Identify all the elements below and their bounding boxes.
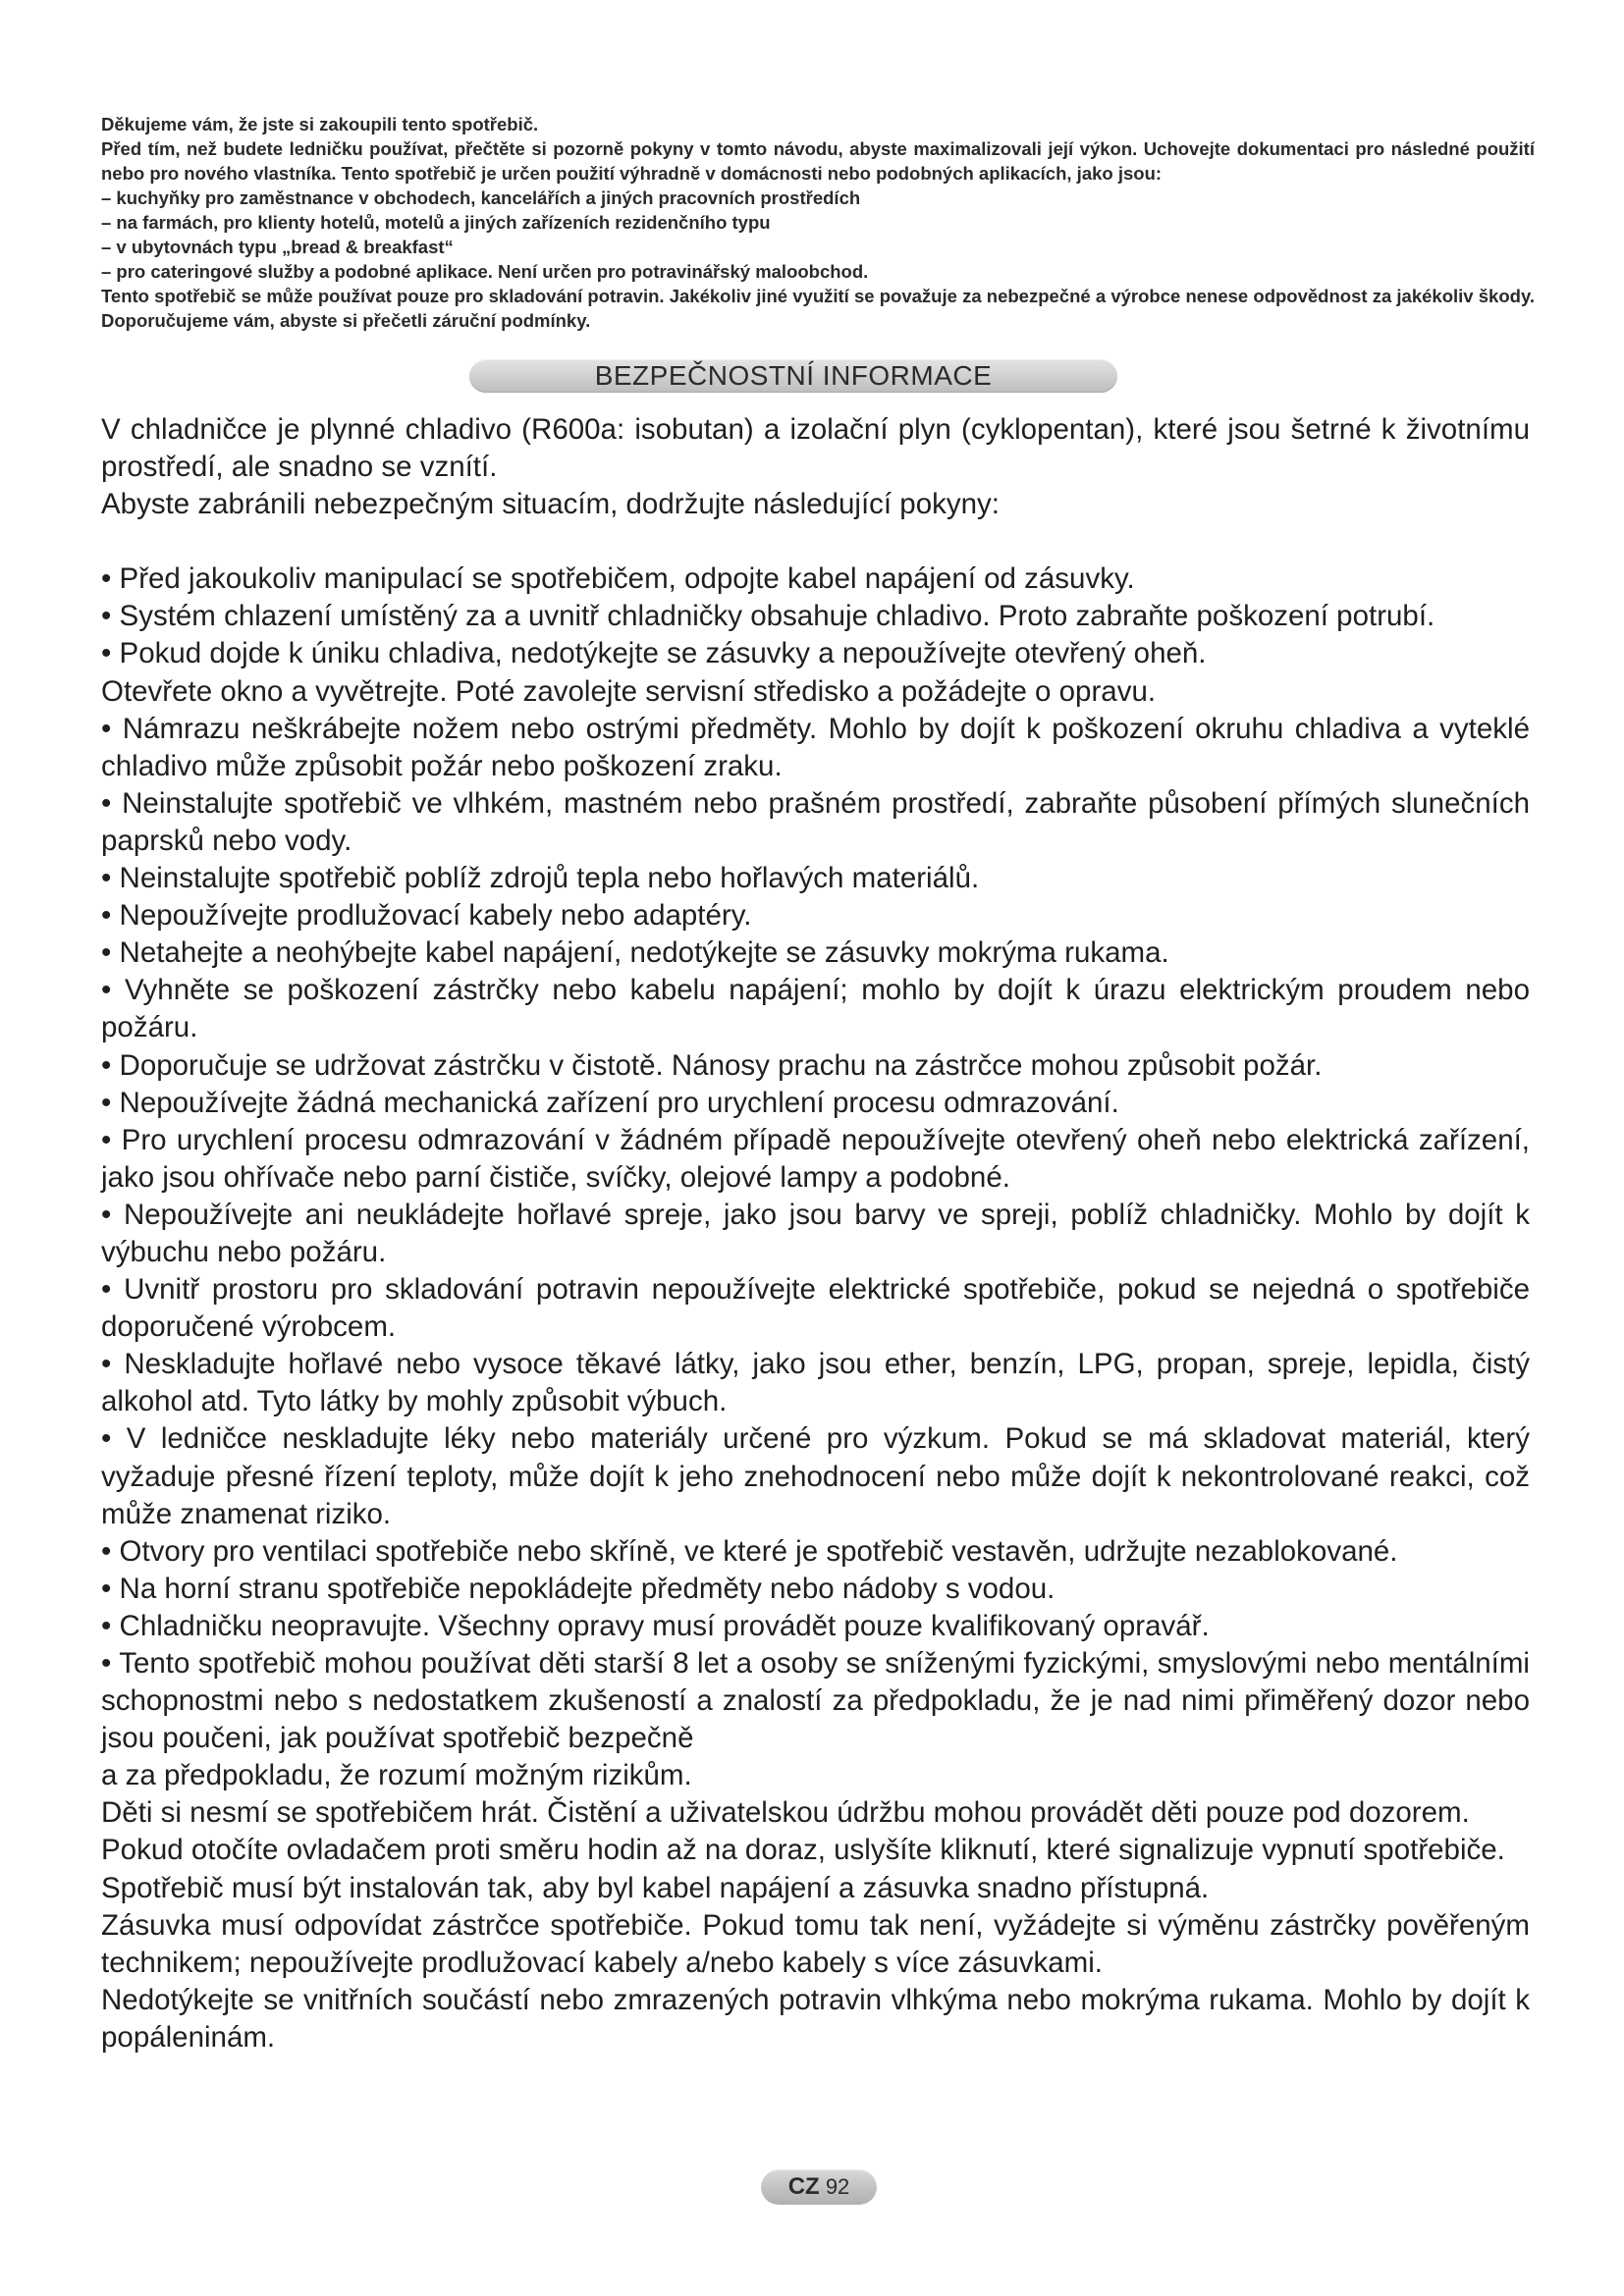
list-item: • Doporučuje se udržovat zástrčku v čistotě. Nánosy prachu na zástrčce mohou způsobit požár. xyxy=(101,1048,1323,1082)
list-item: • Otvory pro ventilaci spotřebiče nebo skříně, ve které je spotřebič vestavěn, udržujte nezablokované. xyxy=(101,1534,1398,1568)
list-item: Otevřete okno a vyvětrejte. Poté zavolejte servisní středisko a požádejte o opravu. xyxy=(101,674,1157,708)
section-header xyxy=(469,359,1117,393)
list-item: • Pro urychlení procesu odmrazování v žádném případě nepoužívejte otevřený oheň nebo elektrická zařízení, jako jsou ohřívače nebo parní čističe, svíčky, olejové lampy a podobné. xyxy=(101,1123,1530,1194)
list-item: a za předpokladu, že rozumí možným rizikům. xyxy=(101,1759,692,1792)
list-item: • Pokud dojde k úniku chladiva, nedotýkejte se zásuvky a nepoužívejte otevřený oheň. xyxy=(101,637,1207,670)
intro-thanks: Děkujeme vám, že jste si zakoupili tento spotřebič. xyxy=(101,114,539,134)
list-item: Spotřebič musí být instalován tak, aby byl kabel napájení a zásuvka snadno přístupná. xyxy=(101,1871,1210,1904)
list-item: • Neinstalujte spotřebič poblíž zdrojů tepla nebo hořlavých materiálů. xyxy=(101,862,980,895)
intro-instructions: Před tím, než budete ledničku používat, přečtěte si pozorně pokyny v tomto návodu, abyste maximalizovali její výkon. Uchovejte dokumentaci pro následné použití nebo pro nového vlastníka. Tento spotřebič je určen použití výhradně v domácnosti nebo podobných aplikacích, jako jsou: xyxy=(101,138,1535,184)
intro-text xyxy=(101,112,1535,333)
page-number: 92 xyxy=(825,2174,850,2199)
refrigerant-intro: V chladničce je plynné chladivo (R600a: isobutan) a izolační plyn (cyklopentan), které jsou šetrné k životnímu prostředí, ale snadno se vznítí. xyxy=(101,413,1530,484)
list-item: • Nepoužívejte prodlužovací kabely nebo adaptéry. xyxy=(101,899,752,933)
list-item: • Před jakoukoliv manipulací se spotřebičem, odpojte kabel napájení od zásuvky. xyxy=(101,562,1135,596)
list-item: Nedotýkejte se vnitřních součástí nebo zmrazených potravin vlhkýma nebo mokrýma rukama. Mohlo by dojít k popáleninám. xyxy=(101,1983,1530,2054)
page-number-badge xyxy=(761,2169,877,2205)
list-item: • Uvnitř prostoru pro skladování potravin nepoužívejte elektrické spotřebiče, pokud se nejedná o spotřebiče doporučené výrobcem. xyxy=(101,1273,1530,1344)
list-item: • Nepoužívejte žádná mechanická zařízení pro urychlení procesu odmrazování. xyxy=(101,1086,1119,1119)
intro-use-bed-breakfast: – v ubytovnách typu „bread & breakfast“ xyxy=(101,237,454,257)
list-item: Pokud otočíte ovladačem proti směru hodin až na doraz, uslyšíte kliknutí, které signalizuje vypnutí spotřebiče. xyxy=(101,1834,1505,1867)
list-item: Zásuvka musí odpovídat zástrčce spotřebiče. Pokud tomu tak není, vyžádejte si výměnu zástrčky pověřeným technikem; nepoužívejte prodlužovací kabely a/nebo kabely s více zásuvkami. xyxy=(101,1908,1530,1979)
list-item: • Nepoužívejte ani neukládejte hořlavé spreje, jako jsou barvy ve spreji, poblíž chladničky. Mohlo by dojít k výbuchu nebo požáru. xyxy=(101,1198,1530,1268)
safety-information xyxy=(101,411,1530,2056)
intro-use-farms-hotels: – na farmách, pro klienty hotelů, motelů a jiných zařízeních rezidenčního typu xyxy=(101,212,771,233)
list-item: • Neskladujte hořlavé nebo vysoce těkavé látky, jako jsou ether, benzín, LPG, propan, spreje, lepidla, čistý alkohol atd. Tyto látky by mohly způsobit výbuch. xyxy=(101,1348,1530,1418)
list-item: • Netahejte a neohýbejte kabel napájení, nedotýkejte se zásuvky mokrýma rukama. xyxy=(101,936,1169,970)
list-item: • Chladničku neopravujte. Všechny opravy musí provádět pouze kvalifikovaný opravář. xyxy=(101,1609,1210,1642)
list-item: • Tento spotřebič mohou používat děti starší 8 let a osoby se sníženými fyzickými, smyslovými nebo mentálními schopnostmi nebo s nedostatkem zkušeností a znalostí za předpokladu, že je nad nimi přiměřený dozor nebo jsou poučeni, jak používat spotřebič bezpečně xyxy=(101,1647,1530,1755)
paragraph-gap xyxy=(101,523,1530,561)
intro-use-catering: – pro cateringové služby a podobné aplikace. Není určen pro potravinářský maloobchod. xyxy=(101,261,869,282)
list-item: • Neinstalujte spotřebič ve vlhkém, mastném nebo prašném prostředí, zabraňte působení přímých slunečních paprsků nebo vody. xyxy=(101,786,1530,857)
intro-use-staff-kitchens: – kuchyňky pro zaměstnance v obchodech, kancelářích a jiných pracovních prostředích xyxy=(101,187,861,208)
list-item: • Námrazu neškrábejte nožem nebo ostrými předměty. Mohlo by dojít k poškození okruhu chladiva a vyteklé chladivo může způsobit požár nebo poškození zraku. xyxy=(101,712,1530,782)
intro-liability: Tento spotřebič se může používat pouze pro skladování potravin. Jakékoliv jiné využití se považuje za nebezpečné a výrobce nenese odpovědnost za jakékoliv škody. Doporučujeme vám, abyste si přečetli záruční podmínky. xyxy=(101,286,1535,331)
intro-block xyxy=(101,112,1535,333)
list-item: • Systém chlazení umístěný za a uvnitř chladničky obsahuje chladivo. Proto zabraňte poškození potrubí. xyxy=(101,600,1435,633)
list-item: • Na horní stranu spotřebiče nepokládejte předměty nebo nádoby s vodou. xyxy=(101,1572,1056,1605)
follow-instructions: Abyste zabránili nebezpečným situacím, dodržujte následující pokyny: xyxy=(101,488,1000,521)
language-code: CZ xyxy=(787,2173,820,2200)
section-title: BEZPEČNOSTNÍ INFORMACE xyxy=(594,360,993,391)
list-item: • V ledničce neskladujte léky nebo materiály určené pro výzkum. Pokud se má skladovat materiál, který vyžaduje přesné řízení teploty, může dojít k jeho znehodnocení nebo může dojít k nekontrolované reakci, což může znamenat riziko. xyxy=(101,1422,1530,1530)
list-item: Děti si nesmí se spotřebičem hrát. Čistění a uživatelskou údržbu mohou provádět děti pouze pod dozorem. xyxy=(101,1796,1470,1830)
list-item: • Vyhněte se poškození zástrčky nebo kabelu napájení; mohlo by dojít k úrazu elektrickým proudem nebo požáru. xyxy=(101,974,1530,1044)
